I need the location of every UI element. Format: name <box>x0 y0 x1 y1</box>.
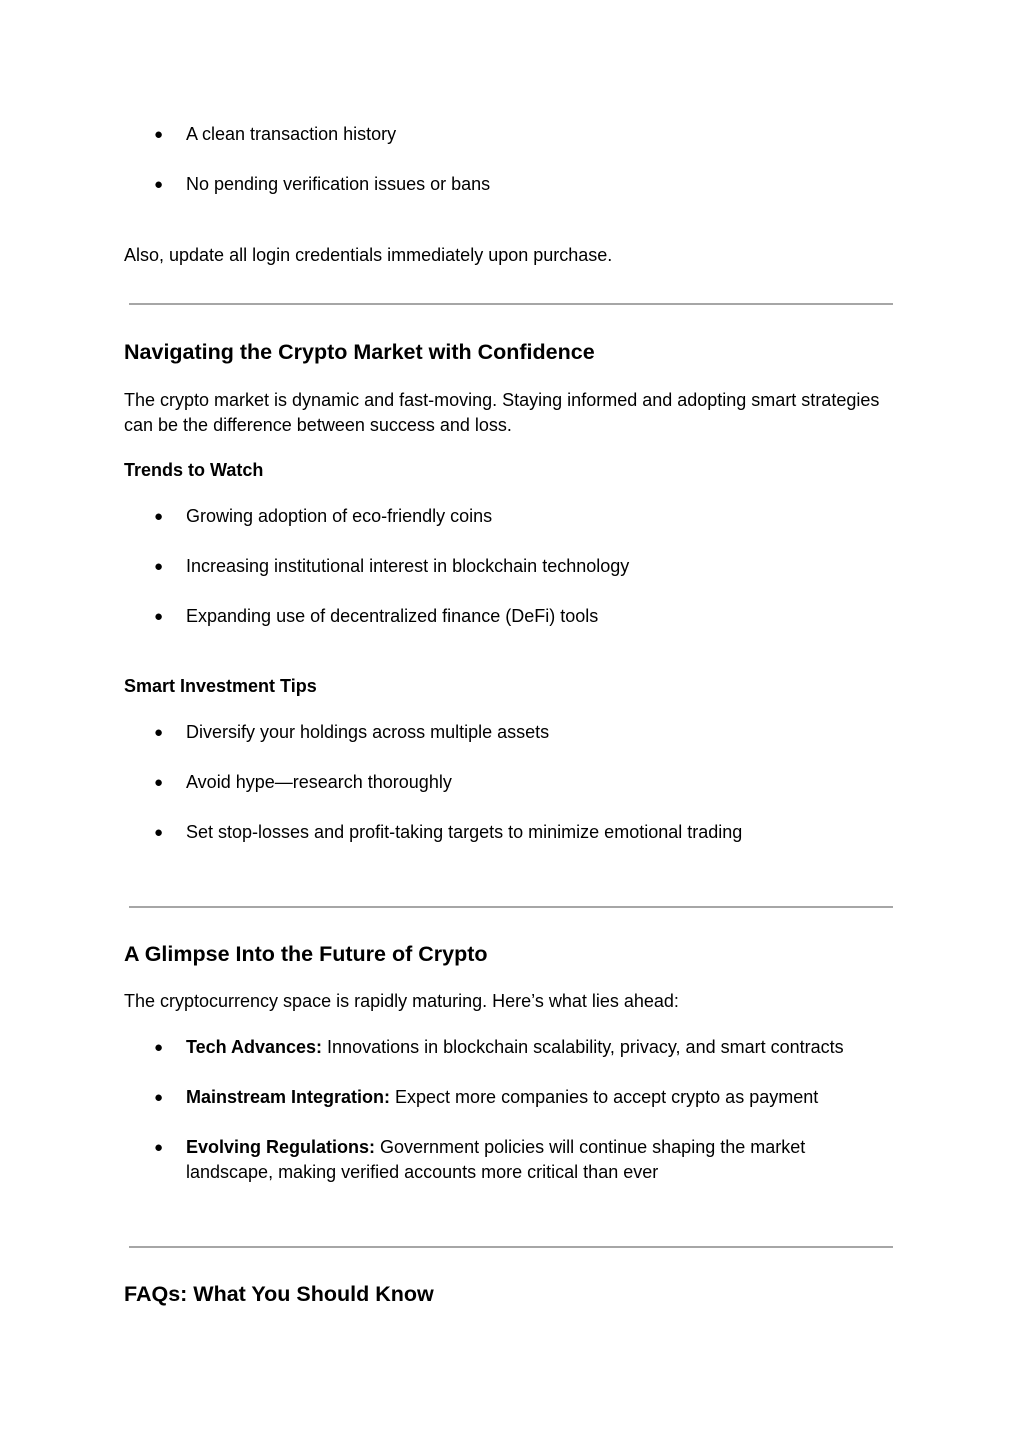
market-intro: The crypto market is dynamic and fast-moving. Staying informed and adopting smart strategies can be the difference between success and loss. <box>124 390 880 435</box>
section-divider <box>129 1246 893 1248</box>
market-heading: Navigating the Crypto Market with Confidence <box>124 340 595 364</box>
list-item: ● No pending verification issues or bans <box>124 172 884 197</box>
section-divider <box>129 303 893 305</box>
bullet-icon: ● <box>154 176 164 193</box>
future-list <box>124 1035 884 1210</box>
list-item <box>124 1135 884 1185</box>
section-divider <box>129 906 893 908</box>
bullet-icon: ● <box>154 558 164 575</box>
list-item: ● A clean transaction history <box>124 122 884 147</box>
list-item: ● Diversify your holdings across multiple assets <box>124 720 884 745</box>
future-intro: The cryptocurrency space is rapidly maturing. Here’s what lies ahead: <box>124 991 679 1011</box>
item-text: Expect more companies to accept crypto as payment <box>390 1087 819 1107</box>
list-item: ● Set stop-losses and profit-taking targets to minimize emotional trading <box>124 820 884 845</box>
list-item <box>124 1085 884 1110</box>
list-item: ● Growing adoption of eco-friendly coins <box>124 504 884 529</box>
list-item: ● Expanding use of decentralized finance (DeFi) tools <box>124 604 884 629</box>
list-item: ● Increasing institutional interest in blockchain technology <box>124 554 884 579</box>
requirements-list <box>124 122 884 222</box>
credentials-note: Also, update all login credentials immediately upon purchase. <box>124 245 613 265</box>
bullet-icon: ● <box>154 508 164 525</box>
tips-heading: Smart Investment Tips <box>124 676 317 696</box>
trends-heading: Trends to Watch <box>124 460 264 480</box>
item-text: Innovations in blockchain scalability, privacy, and smart contracts <box>322 1037 844 1057</box>
bullet-icon: ● <box>154 608 164 625</box>
bullet-icon: ● <box>154 774 164 791</box>
faqs-heading: FAQs: What You Should Know <box>124 1282 434 1306</box>
tips-list <box>124 720 884 870</box>
item-label: Tech Advances: <box>186 1037 323 1057</box>
bullet-icon: ● <box>154 126 164 143</box>
list-item <box>124 1035 884 1060</box>
item-label: Evolving Regulations: <box>186 1137 376 1157</box>
item-label: Mainstream Integration: <box>186 1087 391 1107</box>
bullet-icon: ● <box>154 1039 164 1056</box>
future-heading: A Glimpse Into the Future of Crypto <box>124 942 488 966</box>
bullet-icon: ● <box>154 1139 164 1156</box>
item-text: Government policies will continue shaping the market landscape, making verified accounts more critical than ever <box>186 1137 806 1182</box>
bullet-icon: ● <box>154 724 164 741</box>
list-item: ● Avoid hype—research thoroughly <box>124 770 884 795</box>
trends-list <box>124 504 884 654</box>
bullet-icon: ● <box>154 1089 164 1106</box>
bullet-icon: ● <box>154 824 164 841</box>
